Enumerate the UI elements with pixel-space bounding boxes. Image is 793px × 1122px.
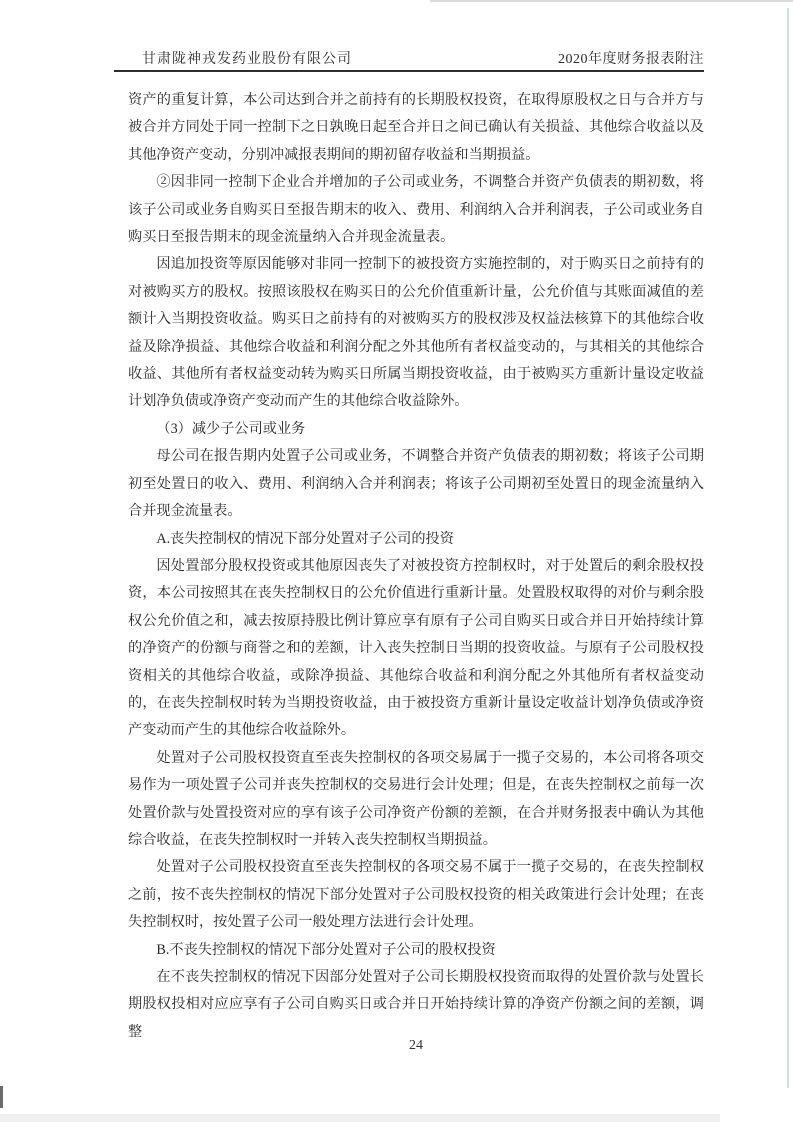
scan-artifact-right-line [787,8,789,1088]
body-text [128,87,704,1046]
section-heading-3: （3）减少子公司或业务 [156,420,306,437]
scan-artifact-top-streak [430,0,793,2]
paragraph-parent-disposal: 母公司在报告期内处置子公司或业务，不调整合并资产负债表的期初数；将该子公司期初至处置日的收入、费用、利润纳入合并利润表；将该子公司期初至处置日的现金流量纳入合并现金流量表。 [128,448,704,520]
paragraph-partial-disposal: 在不丧失控制权的情况下因部分处置对子公司长期股权投资而取得的处置价款与处置长期股权投相对应应享有子公司自购买日或合并日开始持续计算的净资产份额之间的差额，调整 [128,969,704,1040]
section-heading-a: A.丧失控制权的情况下部分处置对子公司的投资 [156,530,454,547]
header-rule [114,70,704,72]
section-heading-b: B.不丧失控制权的情况下部分处置对子公司的股权投资 [156,941,496,958]
header-doc-title: 2020年度财务报表附注 [558,52,704,67]
paragraph-package-deal: 处置对子公司股权投资直至丧失控制权的各项交易属于一揽子交易的，本公司将各项交易作为一项处置子公司并丧失控制权的交易进行会计处理；但是，在丧失控制权之前每一次处置价款与处置投资对应的享有该子公司净资产份额的差额，在合并财务报表中确认为其他综合收益，在丧失控制权时一并转入丧失控制权当期损益。 [128,749,704,848]
paragraph-non-package-deal: 处置对子公司股权投资直至丧失控制权的各项交易不属于一揽子交易的，在丧失控制权之前，按不丧失控制权的情况下部分处置对子公司股权投资的相关政策进行会计处理；在丧失控制权时，按处置子公司一般处理方法进行会计处理。 [128,859,704,931]
paragraph-item2: ②因非同一控制下企业合并增加的子公司或业务，不调整合并资产负债表的期初数，将该子公司或业务自购买日至报告期末的收入、费用、利润纳入合并利润表，子公司或业务自购买日至报告期末的现金流量纳入合并现金流量表。 [128,174,704,246]
header-company-name: 甘肃陇神戎发药业股份有限公司 [142,52,352,67]
paragraph-continuation: 资产的重复计算，本公司达到合并之前持有的长期股权投资，在取得原股权之日与合并方与被合并方同处于同一控制下之日孰晚日起至合并日之间已确认有关损益、其他综合收益以及其他净资产变动，分别冲减报表期间的期初留存收益和当期损益。 [128,92,704,163]
paragraph-additional-investment: 因追加投资等原因能够对非同一控制下的被投资方实施控制的，对于购买日之前持有的对被购买方的股权。按照该股权在购买日的公允价值重新计量，公允价值与其账面减值的差额计入当期投资收益。购买日之前持有的对被购买方的股权涉及权益法核算下的其他综合收益及除净损益、其他综合收益和利润分配之外其他所有者权益变动的，与其相关的其他综合收益、其他所有者权益变动转为购买日所属当期投资收益，由于被购买方重新计量设定收益计划净负债或净资产变动而产生的其他综合收益除外。 [128,256,704,410]
scan-artifact-bottom-band [0,1114,720,1122]
page-number: 24 [409,1038,423,1053]
paragraph-loss-of-control: 因处置部分股权投资或其他原因丧失了对被投资方控制权时，对于处置后的剩余股权投资，本公司按照其在丧失控制权日的公允价值进行重新计量。处置股权取得的对价与剩余股权公允价值之和，减去按原持股比例计算应享有原有子公司自购买日或合并日开始持续计算的净资产的份额与商誉之和的差额，计入丧失控制日当期的投资收益。与原有子公司股权投资相关的其他综合收益，或除净损益、其他综合收益和利润分配之外其他所有者权益变动的，在丧失控制权时转为当期投资收益，由于被投资方重新计量设定收益计划净负债或净资产变动而产生的其他综合收益除外。 [128,557,704,739]
scan-artifact-left-mark [0,1086,3,1108]
